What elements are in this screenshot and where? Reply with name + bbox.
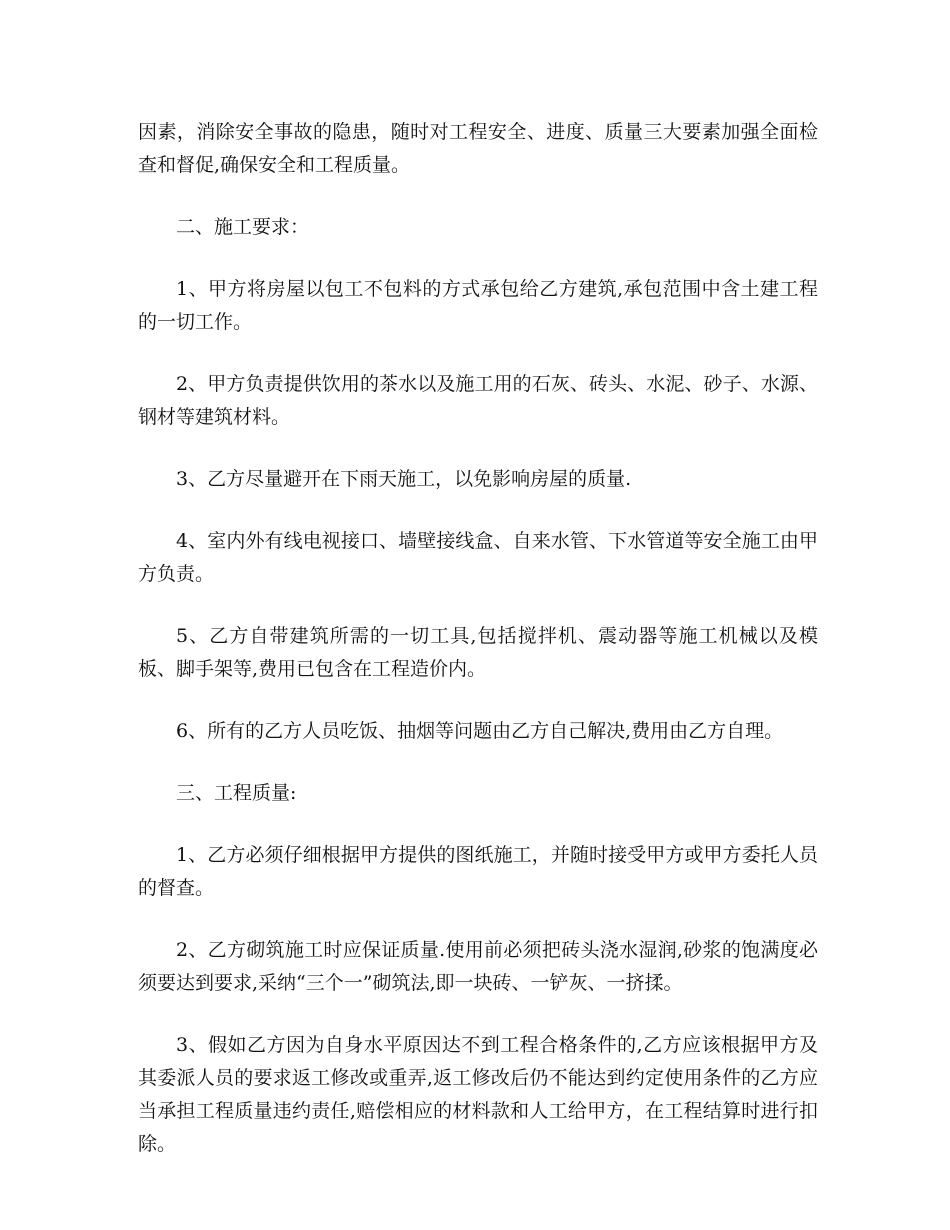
clause-3-3: 3、假如乙方因为自身水平原因达不到工程合格条件的,乙方应该根据甲方及其委派人员的要求返工修改或重弄,返工修改后仍不能达到约定使用条件的乙方应当承担工程质量违约责任,赔偿相应的材料款和人工给甲方，在工程结算时进行扣除。 [138,1034,818,1155]
clause-2-6: 6、所有的乙方人员吃饭、抽烟等问题由乙方自己解决,费用由乙方自理。 [176,720,784,742]
clause-2-2: 2、甲方负责提供饮用的茶水以及施工用的石灰、砖头、水泥、砂子、水源、钢材等建筑材料。 [138,373,818,428]
paragraph-continuation: 因素，消除安全事故的隐患，随时对工程安全、进度、质量三大要素加强全面检查和督促,确保安全和工程质量。 [138,121,818,176]
clause-3-2: 2、乙方砌筑施工时应保证质量.使用前必须把砖头浇水湿润,砂浆的饱满度必须要达到要求,采纳“三个一”砌筑法,即一块砖、一铲灰、一挤揉。 [138,939,818,994]
section-heading-project-quality: 三、工程质量: [176,782,297,804]
document-page [138,116,818,1190]
section-heading-construction-requirements: 二、施工要求： [176,216,310,238]
clause-3-1: 1、乙方必须仔细根据甲方提供的图纸施工，并随时接受甲方或甲方委托人员的督查。 [138,844,818,899]
clause-2-4: 4、室内外有线电视接口、墙壁接线盒、自来水管、下水管道等安全施工由甲方负责。 [138,530,818,585]
clause-2-5: 5、乙方自带建筑所需的一切工具,包括搅拌机、震动器等施工机械以及模板、脚手架等,费用已包含在工程造价内。 [138,625,818,680]
clause-2-3: 3、乙方尽量避开在下雨天施工，以免影响房屋的质量. [176,468,632,490]
clause-2-1: 1、甲方将房屋以包工不包料的方式承包给乙方建筑,承包范围中含土建工程的一切工作。 [138,278,818,333]
